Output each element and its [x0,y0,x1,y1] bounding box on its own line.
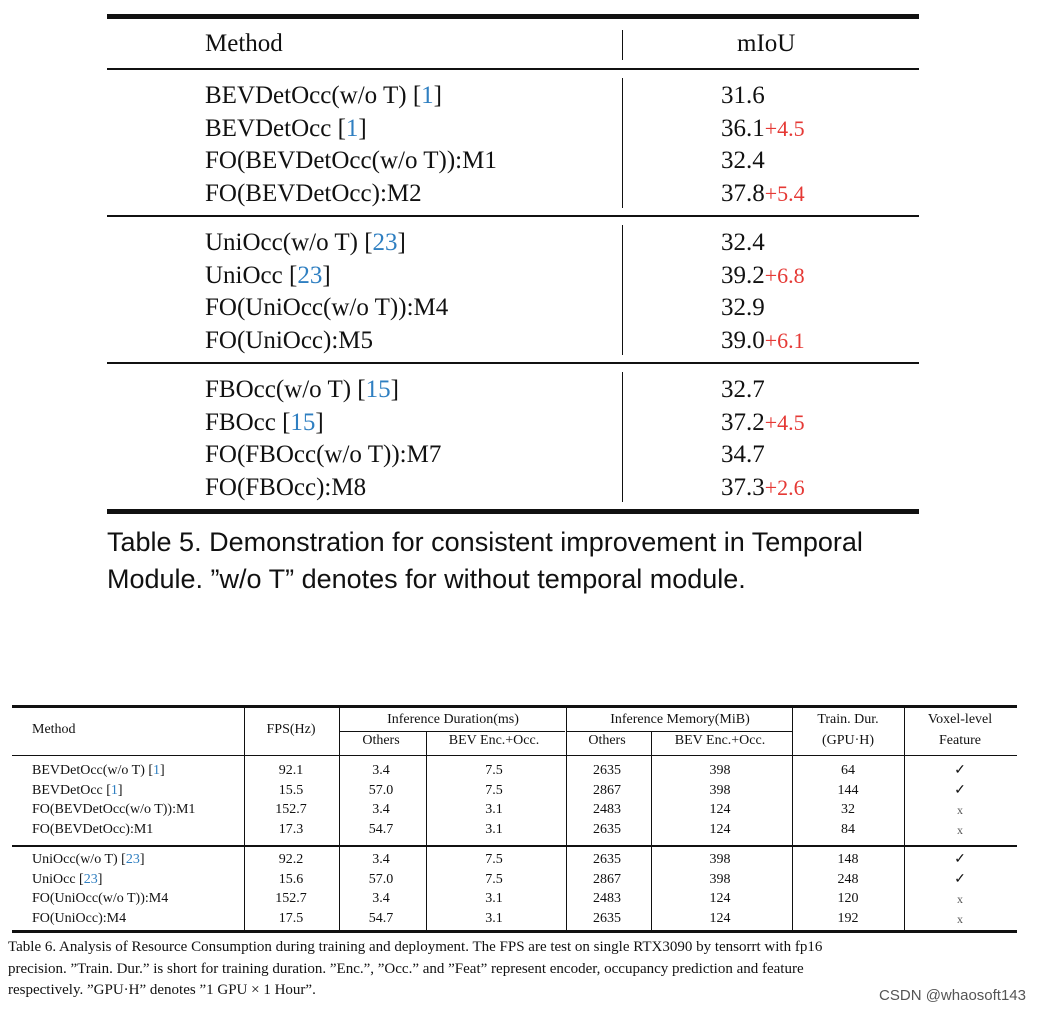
table6-header-mem-bev: BEV Enc.+Occ. [674,733,766,748]
memory-others: 2867 [593,782,621,798]
method-text: UniOcc [ [205,261,298,289]
method-name [205,407,324,439]
fps-value: 152.7 [275,802,307,818]
table6-subheader-rule-duration [339,731,565,732]
voxel-feature: ✓ [954,763,966,778]
memory-bev: 124 [709,910,731,926]
method-text: FO(FBOcc(w/o T)):M7 [205,441,442,469]
table6-bottom-rule [12,930,1017,933]
table6-group-rule [12,845,1017,847]
method-text: FBOcc [ [205,408,291,436]
method-text: FBOcc(w/o T) [ [205,376,366,403]
duration-others: 3.4 [372,891,390,907]
citation-link[interactable]: 23 [125,852,140,867]
table-row [205,80,835,112]
table6-header-rule [12,755,1017,756]
miou-value [721,374,765,406]
voxel-feature: ✓ [954,782,966,798]
duration-bev: 7.5 [485,782,503,798]
voxel-feature: x [957,911,963,926]
duration-bev: 3.1 [485,821,503,837]
duration-bev: 3.1 [485,910,503,926]
table-row [205,292,835,324]
table5-header-miou: mIoU [737,30,796,57]
table6-header-train-dur-line-1: Train. Dur. [817,712,879,727]
memory-others: 2635 [593,910,621,926]
table6-header-train-dur-line-2: (GPU·H) [821,733,875,748]
method-text: BEVDetOcc [ [205,114,346,142]
table5-top-rule [107,14,919,19]
duration-bev: 3.1 [485,891,503,907]
table-row [205,113,835,145]
fps-value: 15.6 [278,871,304,887]
memory-bev: 398 [709,782,731,798]
memory-others: 2635 [593,852,621,867]
method-name [205,227,406,259]
memory-bev: 398 [709,763,731,778]
fps-value: 15.5 [278,782,304,798]
duration-others: 3.4 [372,802,390,818]
table5-bottom-rule [107,509,919,514]
method-text: FO(BEVDetOcc(w/o T)):M1 [205,147,497,175]
fps-value: 92.2 [278,852,304,867]
miou-value [721,292,765,324]
table-row [205,227,835,259]
table-row [0,781,1038,801]
method-name [205,80,442,112]
table6-header-fps: FPS(Hz) [266,722,316,737]
table-row [205,374,835,406]
method-text-suffix: ] [139,852,145,867]
method-name [32,870,102,890]
method-name [205,178,422,210]
miou-number: 32.4 [721,147,765,175]
duration-bev: 7.5 [485,852,503,867]
table-row [0,761,1038,781]
train-duration: 192 [837,910,859,926]
method-text-suffix: ] [160,763,165,778]
watermark: CSDN @whaosoft143 [879,987,1026,1004]
miou-value [721,113,805,145]
citation-link[interactable]: 23 [372,229,398,256]
table5-group-rule-1 [107,215,919,217]
method-name [205,439,441,471]
table5-header-rule [107,68,919,70]
method-name [205,472,366,504]
duration-bev: 7.5 [485,763,503,778]
memory-bev: 398 [709,852,731,867]
method-text-suffix: ] [322,261,331,289]
method-name [32,820,153,840]
miou-number: 32.9 [721,294,765,322]
method-text: FO(UniOcc(w/o T)):M4 [32,891,169,907]
citation-link[interactable]: 23 [83,871,98,887]
table6-header-dur-others: Others [362,733,400,748]
train-duration: 64 [841,763,855,778]
fps-value: 152.7 [275,891,307,907]
miou-number: 34.7 [721,441,765,469]
miou-value [721,472,805,504]
table-row [205,178,835,210]
method-text-suffix: ] [315,408,324,436]
memory-others: 2635 [593,821,621,837]
table6-header-dur-bev: BEV Enc.+Occ. [448,733,540,748]
miou-number: 39.0 [721,327,765,355]
citation-link[interactable]: 15 [290,408,316,436]
method-text-suffix: ] [397,229,406,256]
table5-header-method: Method [205,30,283,57]
duration-bev: 7.5 [485,871,503,887]
method-text: FO(FBOcc):M8 [205,474,367,502]
table-row [0,870,1038,890]
table6-header-inference-duration: Inference Duration(ms) [387,712,519,727]
method-text-suffix: ] [390,376,399,403]
citation-link[interactable]: 1 [110,782,118,798]
table6-header-voxel-line-2: Feature [939,733,981,748]
method-name [32,761,165,781]
duration-bev: 3.1 [485,802,503,818]
method-name [205,145,497,177]
miou-value [721,260,805,292]
duration-others: 57.0 [368,782,394,798]
duration-others: 54.7 [368,821,394,837]
method-name [205,292,448,324]
miou-value [721,145,765,177]
train-duration: 32 [841,802,855,818]
miou-value [721,325,805,357]
fps-value: 92.1 [278,763,304,778]
voxel-feature: x [957,892,963,907]
table-row [0,909,1038,929]
miou-value [721,407,805,439]
method-text: FO(UniOcc):M4 [32,910,127,926]
method-text: FO(BEVDetOcc):M1 [32,821,154,837]
train-duration: 144 [837,782,859,798]
table-row [0,820,1038,840]
method-text: UniOcc(w/o T) [ [205,229,373,256]
table6-subheader-rule-memory [566,731,792,732]
table-row [205,439,835,471]
citation-link[interactable]: 1 [421,82,434,109]
miou-number: 37.3 [721,474,765,502]
miou-number: 31.6 [721,82,765,109]
table5-group-rule-2 [107,362,919,364]
citation-link[interactable]: 15 [365,376,391,403]
table6-caption-line-3: respectively. ”GPU·H” denotes ”1 GPU × 1 Hour”. [8,982,316,998]
train-duration: 148 [837,852,859,867]
method-name [205,374,399,406]
table6-caption-line-1: Table 6. Analysis of Resource Consumption during training and deployment. The FPS are test on single RTX3090 by tensorrt with fp16 [8,939,823,955]
table6-caption-line-2: precision. ”Train. Dur.” is short for training duration. ”Enc.”, ”Occ.” and ”Feat” represent encoder, occupancy prediction and feature [8,960,804,977]
method-text: UniOcc(w/o T) [ [32,852,126,867]
table-row [0,800,1038,820]
fps-value: 17.3 [278,821,304,837]
table6-header-mem-others: Others [588,733,626,748]
method-name [205,260,331,292]
memory-others: 2483 [593,802,621,818]
voxel-feature: ✓ [954,871,966,887]
miou-delta: +4.5 [764,115,805,141]
table-row [0,850,1038,870]
miou-value [721,80,765,112]
miou-delta: +2.6 [764,475,805,501]
table-row [205,472,835,504]
table-row [205,325,835,357]
voxel-feature: x [957,803,963,818]
method-name [32,850,145,870]
method-text: BEVDetOcc(w/o T) [ [205,82,422,109]
table-row [205,260,835,292]
miou-number: 37.2 [721,408,765,436]
duration-others: 57.0 [368,871,394,887]
duration-others: 54.7 [368,910,394,926]
table6-header-method: Method [32,722,76,737]
fps-value: 17.5 [278,910,304,926]
method-name [32,909,126,929]
citation-link[interactable]: 1 [345,114,359,142]
method-text-suffix: ] [117,782,123,798]
miou-number: 37.8 [721,180,765,208]
duration-others: 3.4 [372,852,390,867]
method-text: FO(BEVDetOcc(w/o T)):M1 [32,802,196,818]
method-name [205,113,367,145]
table6-header-voxel-line-1: Voxel-level [927,712,993,727]
table5-caption-line-1: Table 5. Demonstration for consistent improvement in Temporal [107,527,863,557]
miou-value [721,227,765,259]
memory-bev: 124 [709,802,731,818]
table-row [205,407,835,439]
citation-link[interactable]: 23 [297,261,323,289]
memory-others: 2867 [593,871,621,887]
miou-number: 32.4 [721,229,765,256]
method-text: BEVDetOcc [ [32,782,111,798]
voxel-feature: x [957,822,963,837]
miou-value [721,178,805,210]
memory-others: 2483 [593,891,621,907]
method-name [205,325,373,357]
train-duration: 120 [837,891,859,907]
method-name [32,781,123,801]
method-text: FO(UniOcc):M5 [205,327,374,355]
memory-bev: 124 [709,821,731,837]
miou-number: 36.1 [721,114,765,142]
method-text: UniOcc [ [32,871,84,887]
memory-bev: 398 [709,871,731,887]
method-text-suffix: ] [433,82,442,109]
table6-top-rule [12,705,1017,708]
method-text-suffix: ] [97,871,103,887]
duration-others: 3.4 [372,763,390,778]
miou-delta: +4.5 [764,409,805,435]
table-row [205,145,835,177]
table6-header-inference-memory: Inference Memory(MiB) [610,712,750,727]
method-text: FO(BEVDetOcc):M2 [205,180,422,208]
method-text: BEVDetOcc(w/o T) [ [32,763,154,778]
train-duration: 248 [837,871,859,887]
table-row [0,889,1038,909]
method-name [32,889,168,909]
voxel-feature: ✓ [954,852,966,867]
train-duration: 84 [841,821,855,837]
miou-delta: +6.1 [764,328,805,354]
miou-delta: +5.4 [764,181,805,207]
method-name [32,800,195,820]
memory-others: 2635 [593,763,621,778]
table5-caption-line-2: Module. ”w/o T” denotes for without temporal module. [107,564,746,594]
miou-number: 32.7 [721,376,765,403]
miou-delta: +6.8 [764,262,805,288]
table5-column-divider-1 [622,30,623,60]
method-text-suffix: ] [358,114,367,142]
miou-number: 39.2 [721,261,765,289]
memory-bev: 124 [709,891,731,907]
citation-link[interactable]: 1 [153,763,161,778]
table5-caption [107,524,919,598]
miou-value [721,439,765,471]
method-text: FO(UniOcc(w/o T)):M4 [205,294,449,322]
